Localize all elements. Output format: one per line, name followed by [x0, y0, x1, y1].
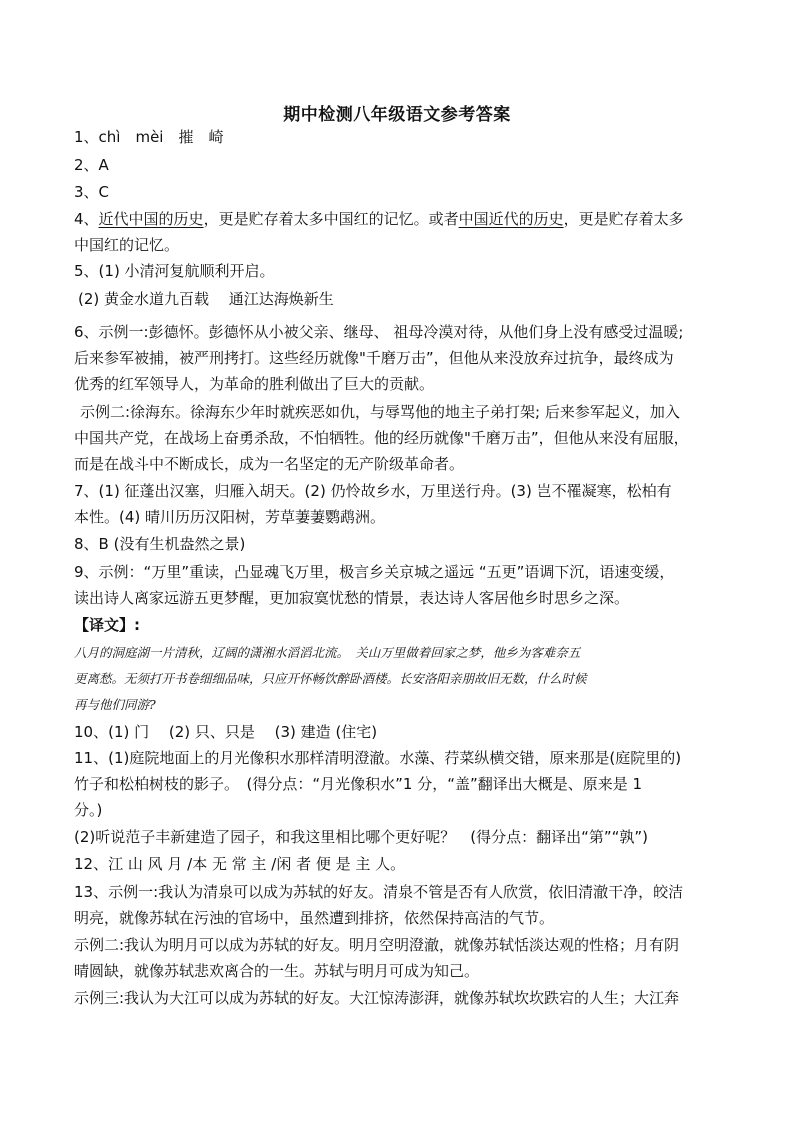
answer-6-line-6: 而是在战斗中不断成长，成为一名坚定的无产阶级革命者。 — [74, 455, 465, 473]
answer-11-line-4: (2)听说范子丰新建造了园子，和我这里相比哪个更好呢？ (得分点：翻译出“第”“孰”) — [74, 828, 649, 846]
translation-line-3: 再与他们同游? — [74, 697, 156, 712]
answer-6-line-3: 优秀的红军领导人，为革命的胜利做出了巨大的贡献。 — [74, 375, 435, 393]
answer-4-prefix: 4、 — [74, 210, 99, 228]
page-title: 期中检测八年级语文参考答案 — [283, 105, 511, 125]
answer-1: 1、chì mèi 摧 崎 — [74, 128, 224, 146]
answer-13-line-1: 13、示例一:我认为清泉可以成为苏轼的好友。清泉不管是否有人欣赏，依旧清澈干净，皎洁 — [74, 883, 684, 901]
answer-12: 12、江 山 风 月 /本 无 常 主 /闲 者 便 是 主 人。 — [74, 855, 406, 873]
answer-2: 2、A — [74, 156, 109, 174]
answer-11-line-1: 11、(1)庭院地面上的月光像积水那样清明澄澈。水藻、荇菜纵横交错，原来那是(庭院里的) — [74, 749, 682, 767]
answer-10: 10、(1) 门 (2) 只、只是 (3) 建造 (住宅) — [74, 723, 378, 741]
answer-9-line-1: 9、示例：“万里”重读，凸显魂飞万里，极言乡关京城之遥远 “五更”语调下沉，语速变缓， — [74, 563, 675, 581]
translation-line-2: 更离愁。无须打开书卷细细品味，只应开怀畅饮醉卧酒楼。长安洛阳亲朋故旧无数，什么时候 — [74, 671, 587, 686]
answer-13-line-4: 晴圆缺，就像苏轼悲欢离合的一生。苏轼与明月可成为知己。 — [74, 962, 480, 980]
answer-4-middle: ，更是贮存着太多中国红的记忆。或者 — [203, 210, 459, 228]
answer-7-line-1: 7、(1) 征蓬出汉塞，归雁入胡天。(2) 仍怜故乡水，万里送行舟。(3) 岂不罹凝寒，松柏有 — [74, 482, 672, 500]
answer-4-line-1 — [74, 207, 722, 231]
translation-heading: 【译文】: — [74, 616, 140, 634]
answer-6-line-1: 6、示例一:彭德怀。彭德怀从小被父亲、继母、 祖母冷漠对待，从他们身上没有感受过温暖; — [74, 323, 684, 341]
answer-8: 8、B (没有生机盎然之景) — [74, 535, 246, 553]
answer-4-line-2: 中国红的记忆。 — [74, 236, 180, 254]
answer-4-underlined-2: 中国近代的历史 — [458, 210, 564, 228]
answer-6-line-2: 后来参军被捕，被严刑拷打。这些经历就像"千磨万击”，但他从来没放弃过抗争，最终成为 — [74, 349, 674, 367]
answer-13-line-2: 明亮，就像苏轼在污浊的官场中，虽然遭到排挤，依然保持高洁的气节。 — [74, 909, 555, 927]
answer-3: 3、C — [74, 183, 110, 201]
answer-4-underlined-1: 近代中国的历史 — [98, 210, 204, 228]
answer-13-line-3: 示例二:我认为明月可以成为苏轼的好友。明月空明澄澈，就像苏轼恬淡达观的性格；月有阴 — [74, 936, 680, 954]
answer-7-line-2: 本性。(4) 晴川历历汉阳树，芳草萋萋鹦鹉洲。 — [74, 508, 386, 526]
answer-11-line-3: 分。) — [74, 801, 103, 819]
answer-6-line-5: 中国共产党，在战场上奋勇杀敌，不怕牺牲。他的经历就像"千磨万击”，但他从来没有屈服， — [74, 429, 689, 447]
answer-11-line-2: 竹子和松柏树枝的影子。 (得分点：“月光像积水”1 分，“盖”翻译出大概是、原来是 1 — [74, 775, 643, 793]
answer-9-line-2: 读出诗人离家远游五更梦醒，更加寂寞忧愁的情景，表达诗人客居他乡时思乡之深。 — [74, 589, 630, 607]
answer-5-line-2: (2) 黄金水道九百载 通江达海焕新生 — [78, 290, 334, 308]
answer-5-line-1: 5、(1) 小清河复航顺利开启。 — [74, 262, 275, 280]
answer-13-line-5: 示例三:我认为大江可以成为苏轼的好友。大江惊涛澎湃，就像苏轼坎坎跌宕的人生；大江奔 — [74, 989, 680, 1007]
answer-4-suffix: ，更是贮存着太多 — [563, 210, 684, 228]
translation-line-1: 八月的洞庭湖一片清秋，辽阔的潇湘水滔滔北流。 关山万里做着回家之梦，他乡为客难奈五 — [74, 645, 581, 660]
answer-6-line-4: 示例二:徐海东。徐海东少年时就疾恶如仇，与辱骂他的地主子弟打架; 后来参军起义，加入 — [80, 403, 680, 421]
